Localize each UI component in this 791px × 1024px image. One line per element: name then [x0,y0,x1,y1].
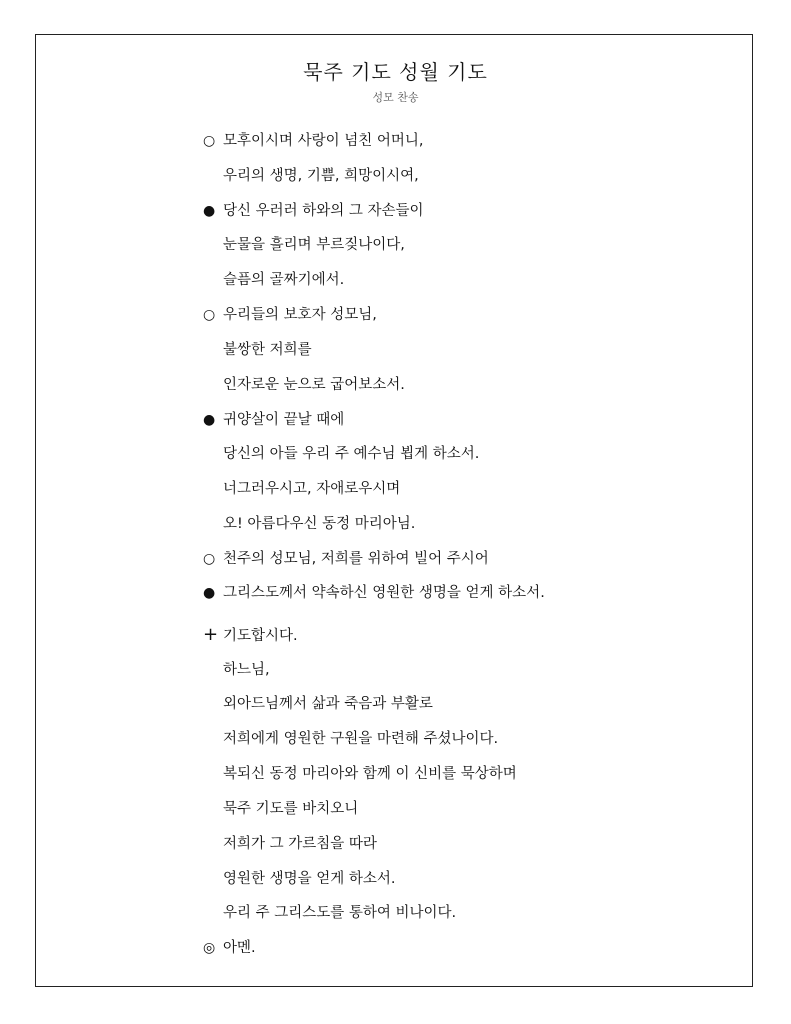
prayer-line [223,166,419,186]
prayer-line [223,514,415,534]
prayer-line-text: 우리의 생명, 기쁨, 희망이시여, [223,168,419,184]
prayer-line [203,583,545,603]
prayer-line-text: 저희에게 영원한 구원을 마련해 주셨나이다. [223,731,499,747]
filled-circle-marker: ● [203,412,216,428]
prayer-line-text: 불쌍한 저희를 [223,342,312,358]
prayer-line-text: 저희가 그 가르침을 따라 [223,836,377,852]
cross-marker: + [203,624,219,645]
prayer-line-text: 묵주 기도를 바치오니 [223,801,359,817]
filled-circle-marker: ● [203,585,216,601]
open-circle-marker: ○ [203,307,216,323]
prayer-line [223,660,270,680]
prayer-line-text: 너그러우시고, 자애로우시며 [223,481,401,497]
prayer-line [203,305,377,325]
page-subtitle: 성모 찬송 [372,91,419,104]
prayer-line [223,694,433,714]
prayer-line-text: 우리들의 보호자 성모님, [223,307,377,323]
double-circle-marker: ◎ [203,940,216,956]
prayer-line [223,834,377,854]
prayer-line [203,549,489,569]
prayer-line [223,903,456,923]
prayer-line [223,235,405,255]
prayer-line [223,764,517,784]
filled-circle-marker: ● [203,203,216,219]
prayer-line-text: 하느님, [223,662,270,678]
prayer-line-text: 인자로운 눈으로 굽어보소서. [223,377,405,393]
prayer-line-text: 영원한 생명을 얻게 하소서. [223,871,396,887]
prayer-line-text: 천주의 성모님, 저희를 위하여 빌어 주시어 [223,551,489,567]
prayer-line [223,479,400,499]
prayer-line [223,444,479,464]
prayer-line [223,375,405,395]
prayer-line [203,131,424,151]
prayer-line [203,201,424,221]
prayer-line-text: 모후이시며 사랑이 넘친 어머니, [223,133,424,149]
prayer-line [203,938,256,958]
prayer-line-text: 슬픔의 골짜기에서. [223,272,345,288]
prayer-line [223,270,344,290]
open-circle-marker: ○ [203,551,216,567]
prayer-line-text: 우리 주 그리스도를 통하여 비나이다. [223,905,457,921]
prayer-line [223,340,312,360]
prayer-line [223,729,498,749]
prayer-line-text: 기도합시다. [223,628,298,644]
prayer-line-text: 당신 우러러 하와의 그 자손들이 [223,203,424,219]
open-circle-marker: ○ [203,133,216,149]
prayer-line [223,799,358,819]
prayer-line-text: 오! 아름다우신 동정 마리아님. [223,516,416,532]
page-title: 묵주 기도 성월 기도 [303,60,488,84]
prayer-line-text: 복되신 동정 마리아와 함께 이 신비를 묵상하며 [223,766,517,782]
prayer-line-text: 귀양살이 끝날 때에 [223,412,345,428]
prayer-line [203,410,344,430]
prayer-line-text: 아멘. [223,940,256,956]
prayer-line-text: 당신의 아들 우리 주 예수님 뵙게 하소서. [223,446,480,462]
prayer-line [203,625,298,646]
prayer-line-text: 외아드님께서 삶과 죽음과 부활로 [223,696,433,712]
prayer-line-text: 그리스도께서 약속하신 영원한 생명을 얻게 하소서. [223,585,545,601]
prayer-line-text: 눈물을 흘리며 부르짖나이다, [223,237,405,253]
prayer-line [223,869,396,889]
